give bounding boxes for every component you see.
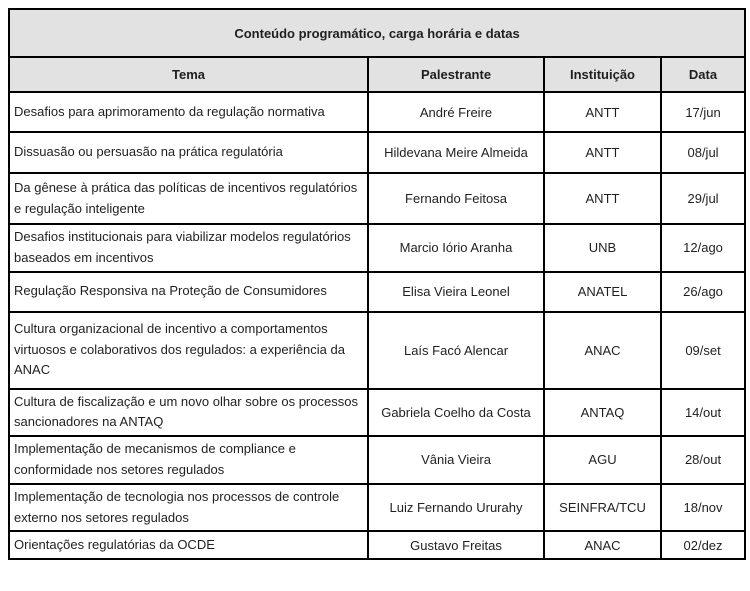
column-header-tema: Tema [9, 57, 368, 92]
cell-tema: Orientações regulatórias da OCDE [9, 531, 368, 559]
cell-palestrante: Luiz Fernando Ururahy [368, 484, 544, 532]
program-table [8, 8, 746, 560]
cell-instituicao: UNB [544, 224, 661, 272]
table-title-row [9, 9, 745, 57]
cell-data: 28/out [661, 436, 745, 484]
cell-tema: Dissuasão ou persuasão na prática regulatória [9, 132, 368, 173]
cell-data: 17/jun [661, 92, 745, 132]
cell-instituicao: ANTT [544, 173, 661, 224]
cell-data: 26/ago [661, 272, 745, 312]
cell-palestrante: Gabriela Coelho da Costa [368, 389, 544, 437]
table-header-row [9, 57, 745, 92]
cell-data: 09/set [661, 312, 745, 389]
cell-instituicao: AGU [544, 436, 661, 484]
cell-palestrante: Fernando Feitosa [368, 173, 544, 224]
cell-data: 02/dez [661, 531, 745, 559]
cell-tema: Implementação de tecnologia nos processos de controle externo nos setores regulados [9, 484, 368, 532]
cell-data: 14/out [661, 389, 745, 437]
cell-palestrante: Marcio Iório Aranha [368, 224, 544, 272]
cell-instituicao: ANTAQ [544, 389, 661, 437]
table-row [9, 173, 745, 224]
cell-instituicao: ANAC [544, 312, 661, 389]
table-title: Conteúdo programático, carga horária e datas [9, 9, 745, 57]
cell-data: 12/ago [661, 224, 745, 272]
cell-palestrante: Laís Facó Alencar [368, 312, 544, 389]
column-header-data: Data [661, 57, 745, 92]
table-row [9, 132, 745, 173]
cell-data: 29/jul [661, 173, 745, 224]
table-row [9, 224, 745, 272]
cell-data: 18/nov [661, 484, 745, 532]
cell-tema: Desafios para aprimoramento da regulação normativa [9, 92, 368, 132]
cell-tema: Cultura de fiscalização e um novo olhar sobre os processos sancionadores na ANTAQ [9, 389, 368, 437]
cell-instituicao: ANTT [544, 92, 661, 132]
column-header-instituicao: Instituição [544, 57, 661, 92]
cell-tema: Implementação de mecanismos de compliance e conformidade nos setores regulados [9, 436, 368, 484]
cell-palestrante: Gustavo Freitas [368, 531, 544, 559]
cell-palestrante: André Freire [368, 92, 544, 132]
cell-instituicao: ANAC [544, 531, 661, 559]
table-row [9, 272, 745, 312]
cell-tema: Desafios institucionais para viabilizar modelos regulatórios baseados em incentivos [9, 224, 368, 272]
cell-tema: Cultura organizacional de incentivo a comportamentos virtuosos e colaborativos dos regulados: a experiência da ANAC [9, 312, 368, 389]
table-row [9, 484, 745, 532]
table-row [9, 389, 745, 437]
cell-data: 08/jul [661, 132, 745, 173]
table-row [9, 436, 745, 484]
cell-tema: Regulação Responsiva na Proteção de Consumidores [9, 272, 368, 312]
cell-instituicao: ANTT [544, 132, 661, 173]
column-header-palestrante: Palestrante [368, 57, 544, 92]
cell-instituicao: ANATEL [544, 272, 661, 312]
cell-palestrante: Elisa Vieira Leonel [368, 272, 544, 312]
table-row [9, 92, 745, 132]
cell-tema: Da gênese à prática das políticas de incentivos regulatórios e regulação inteligente [9, 173, 368, 224]
table-row [9, 531, 745, 559]
cell-palestrante: Vânia Vieira [368, 436, 544, 484]
cell-instituicao: SEINFRA/TCU [544, 484, 661, 532]
cell-palestrante: Hildevana Meire Almeida [368, 132, 544, 173]
table-row [9, 312, 745, 389]
